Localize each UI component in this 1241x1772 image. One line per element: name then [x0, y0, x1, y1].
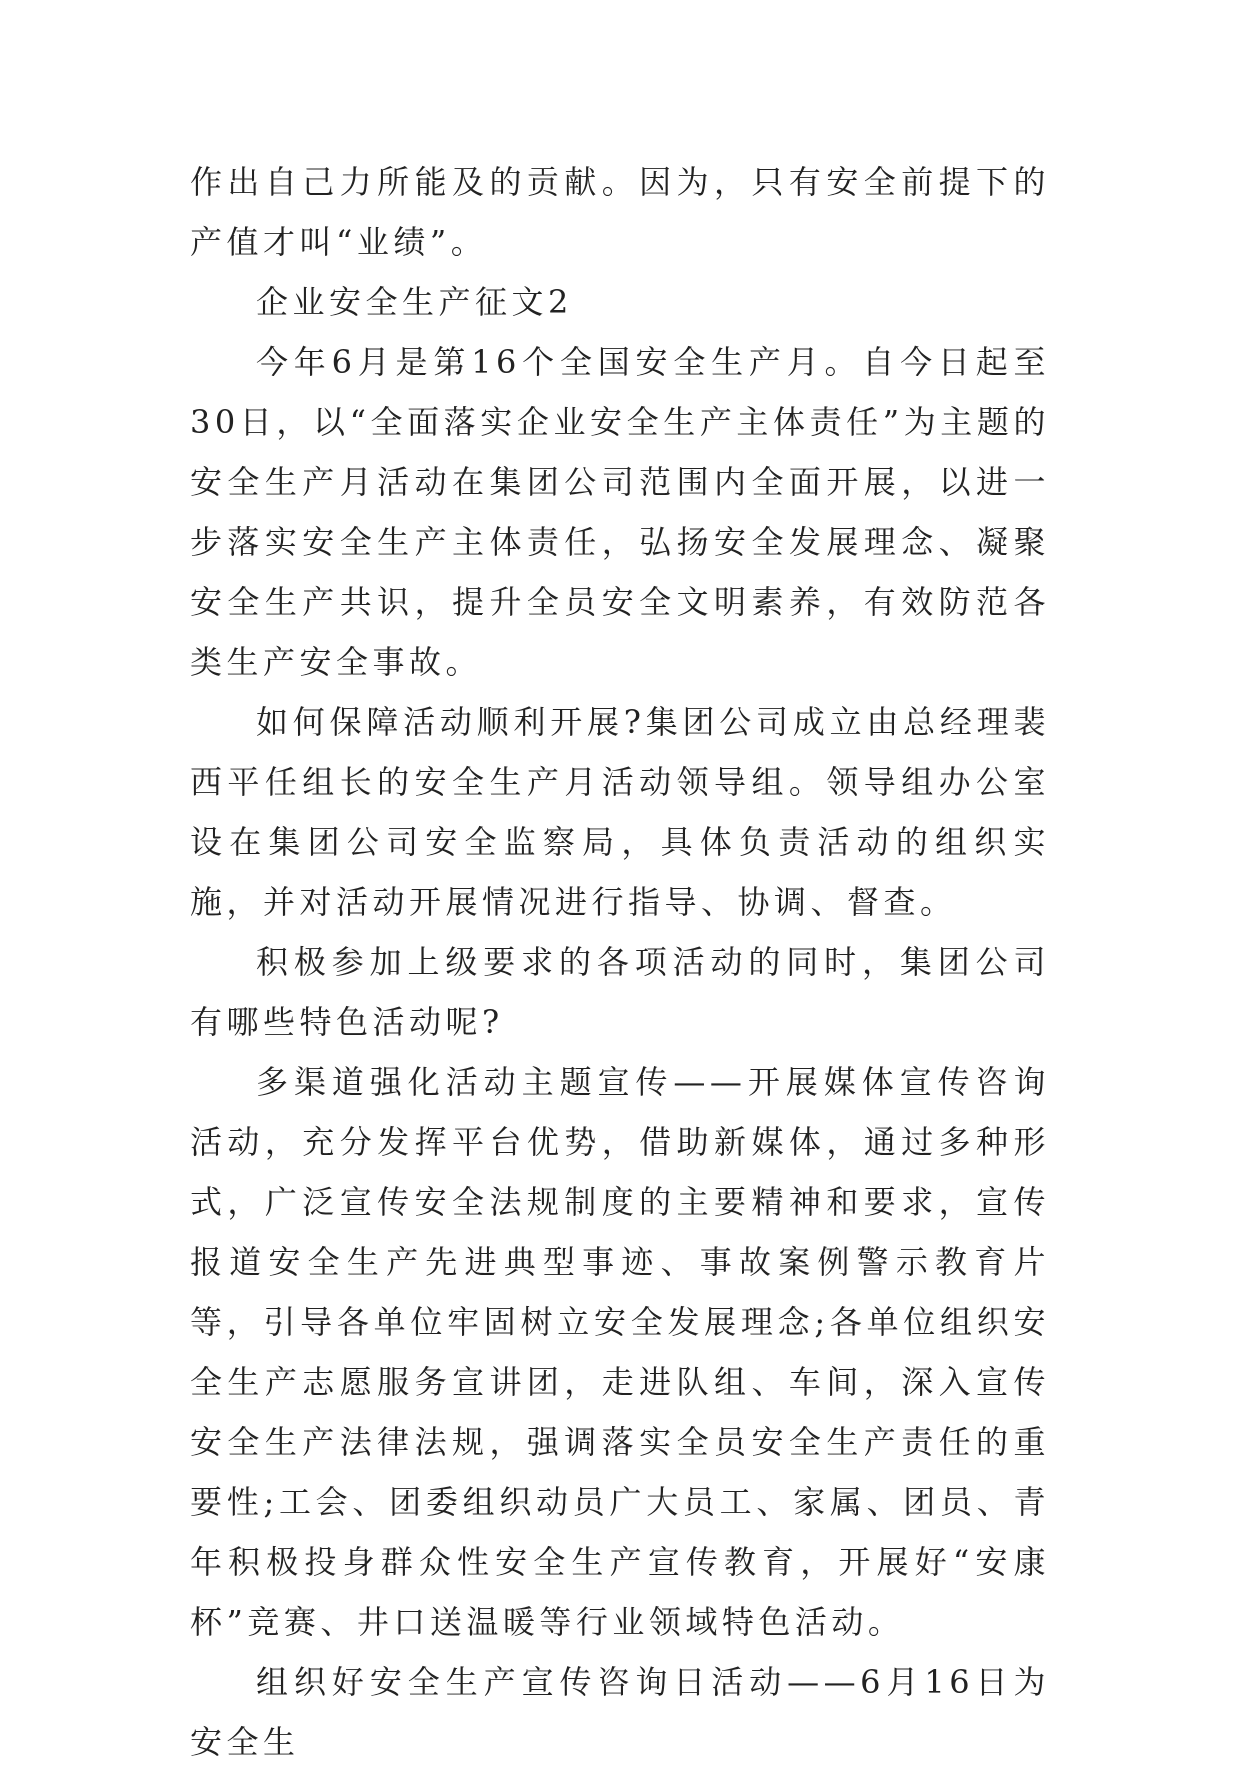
document-body: [190, 152, 1050, 1772]
essay-heading: 企业安全生产征文2: [256, 283, 573, 321]
paragraph-leadership-group: 如何保障活动顺利开展?集团公司成立由总经理裴西平任组长的安全生产月活动领导组。领导组办公室设在集团公司安全监察局，具体负责活动的组织实施，并对活动开展情况进行指导、协调、督查。: [190, 703, 1050, 921]
paragraph-continuation: 作出自己力所能及的贡献。因为，只有安全前提下的产值才叫“业绩”。: [190, 163, 1050, 261]
paragraph-safety-month: 今年6月是第16个全国安全生产月。自今日起至30日，以“全面落实企业安全生产主体责任”为主题的安全生产月活动在集团公司范围内全面开展，以进一步落实安全生产主体责任，弘扬安全发展理念、凝聚安全生产共识，提升全员安全文明素养，有效防范各类生产安全事故。: [190, 343, 1050, 681]
paragraph-question: 积极参加上级要求的各项活动的同时，集团公司有哪些特色活动呢?: [190, 943, 1050, 1041]
paragraph-consultation-day: 组织好安全生产宣传咨询日活动——6月16日为安全生: [190, 1663, 1050, 1761]
paragraph-publicity: 多渠道强化活动主题宣传——开展媒体宣传咨询活动，充分发挥平台优势，借助新媒体，通过多种形式，广泛宣传安全法规制度的主要精神和要求，宣传报道安全生产先进典型事迹、事故案例警示教育片等，引导各单位牢固树立安全发展理念;各单位组织安全生产志愿服务宣讲团，走进队组、车间，深入宣传安全生产法律法规，强调落实全员安全生产责任的重要性;工会、团委组织动员广大员工、家属、团员、青年积极投身群众性安全生产宣传教育，开展好“安康杯”竞赛、井口送温暖等行业领域特色活动。: [190, 1063, 1050, 1641]
